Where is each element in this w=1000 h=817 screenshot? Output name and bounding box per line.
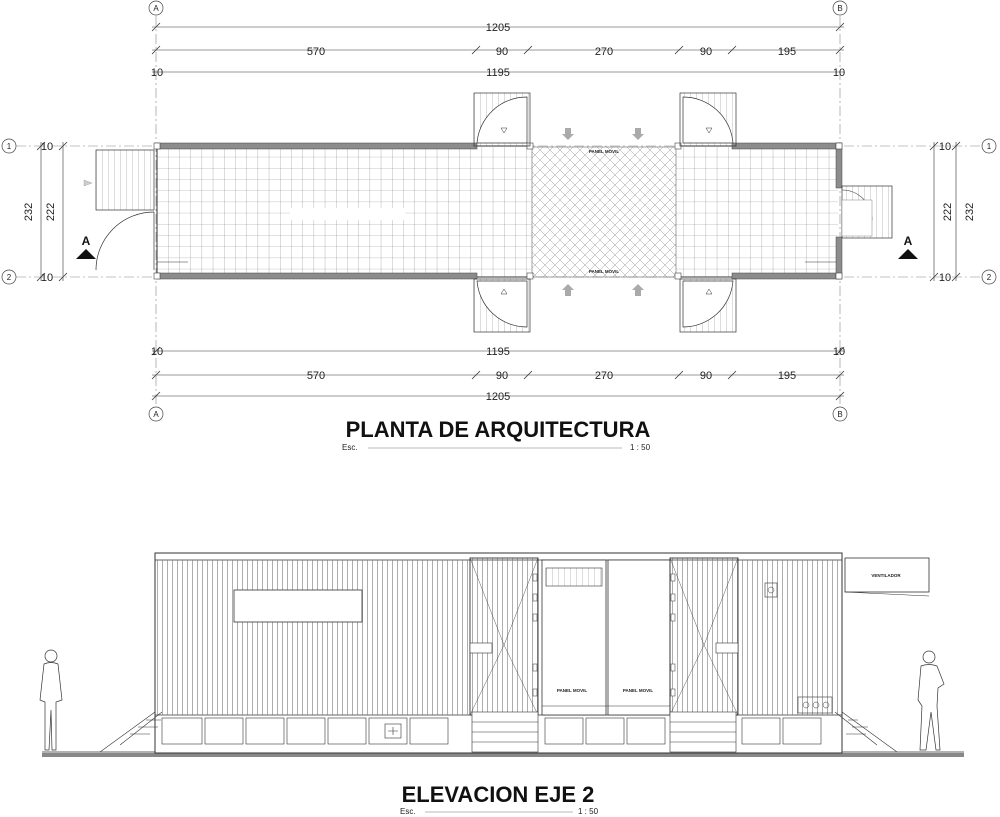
dim-bottom-seg-5: 195 [777, 370, 797, 382]
dim-side-left-top-end: 10 [40, 141, 54, 153]
elevation-scale-value: 1 : 50 [578, 807, 599, 816]
plan-scale-label: Esc. [342, 443, 358, 452]
dim-bottom-inner: 1195 [486, 346, 510, 358]
grid-axis-a-bottom: A [153, 410, 159, 419]
dim-top-overall: 1205 [485, 22, 511, 34]
dim-top-inner: 1195 [486, 67, 510, 79]
dim-bottom-end-right: 10 [832, 346, 846, 358]
elevation-view [42, 553, 964, 757]
elevation-scale-label: Esc. [400, 807, 416, 816]
grid-row-1-right: 1 [986, 142, 992, 151]
dim-top-end-right: 10 [832, 67, 846, 79]
elev-panel-label-left: PANEL MOVIL [556, 688, 588, 693]
grid-row-2-right: 2 [986, 273, 992, 282]
grid-axis-b-bottom: B [837, 410, 843, 419]
grid-axis-b-top: B [837, 4, 843, 13]
panel-label-top: PANEL MOVIL [588, 149, 620, 154]
person-figure-left [40, 650, 62, 750]
dim-top-seg-3: 270 [594, 46, 614, 58]
dim-top-seg-4: 90 [699, 46, 713, 58]
elevation-title-block [400, 782, 599, 816]
dim-side-right-bottom-end: 10 [938, 272, 952, 284]
dim-bottom-seg-2: 90 [495, 370, 509, 382]
person-figure-right [918, 651, 944, 750]
dim-top-end-left: 10 [150, 67, 164, 79]
dim-side-left-outer: 232 [23, 202, 35, 222]
grid-row-1-left: 1 [6, 142, 12, 151]
dim-bottom-seg-1: 570 [306, 370, 326, 382]
dim-side-right-top-end: 10 [938, 141, 952, 153]
dim-side-left-bottom-end: 10 [40, 272, 54, 284]
dim-bottom-overall: 1205 [485, 391, 511, 403]
plan-title-block [342, 417, 651, 452]
section-marker-left: A [81, 234, 91, 248]
dim-bottom-seg-3: 270 [594, 370, 614, 382]
grid-row-2-left: 2 [6, 273, 12, 282]
dim-side-left-inner: 222 [45, 202, 57, 222]
dim-side-right-inner: 222 [942, 202, 954, 222]
elev-panel-label-right: PANEL MOVIL [622, 688, 654, 693]
elevation-title: ELEVACION EJE 2 [401, 782, 595, 807]
dim-side-right-outer: 232 [964, 202, 976, 222]
dim-bottom-seg-4: 90 [699, 370, 713, 382]
dim-top-seg-2: 90 [495, 46, 509, 58]
section-marker-right: A [903, 234, 913, 248]
panel-label-bottom: PANEL MOVIL [588, 269, 620, 274]
dim-top-seg-1: 570 [306, 46, 326, 58]
dim-top-seg-5: 195 [777, 46, 797, 58]
plan-scale-value: 1 : 50 [630, 443, 651, 452]
fan-label: VENTILADOR [871, 573, 901, 578]
dim-bottom-end-left: 10 [150, 346, 164, 358]
plan-title: PLANTA DE ARQUITECTURA [345, 417, 651, 442]
grid-axis-a-top: A [153, 4, 159, 13]
